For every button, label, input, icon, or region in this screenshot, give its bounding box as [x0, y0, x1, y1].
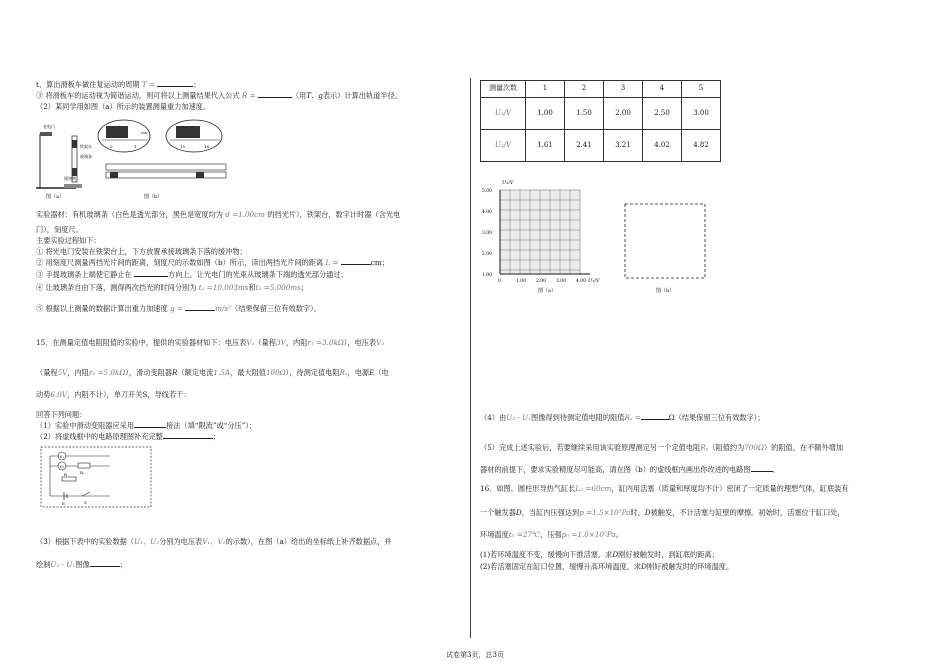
math: t₀ =27℃ [508, 530, 541, 539]
answer-blank[interactable] [134, 427, 166, 428]
table-header-cell: 3 [604, 81, 643, 98]
table-cell: 2.50 [643, 98, 682, 130]
switch [82, 492, 90, 496]
text: ，最大阻值 [230, 368, 266, 377]
text: (1)若环境温度不变，缓慢向下推活塞，求 [480, 550, 613, 559]
page-footer: 试卷第3页，总3页 [446, 651, 504, 659]
text: 回答下列问题： [36, 410, 87, 419]
figb-label: 1 [134, 144, 137, 149]
graph-caption-b: 图（b） [656, 288, 675, 294]
text: ； [212, 432, 220, 441]
circuit-label: E [62, 501, 65, 506]
text: （额定电流 [177, 368, 214, 377]
text: ，当缸内压强达到 [521, 508, 580, 517]
math: 5V [57, 368, 68, 377]
circuit-label: V₂ [59, 464, 64, 469]
ruler [106, 164, 226, 170]
answer-blank[interactable] [90, 566, 120, 567]
graph-figure [480, 174, 730, 310]
math: U₂ - U₁ [506, 413, 532, 422]
x-tick: 1.00 [516, 279, 527, 284]
table-header-cell: 4 [643, 81, 682, 98]
vars: T、g [306, 91, 323, 100]
answer-blank[interactable] [157, 86, 193, 87]
unit: m/s² [215, 304, 231, 313]
math: Rₓ = [624, 413, 641, 422]
equipment-line [36, 210, 400, 220]
text: ，导线若干： [147, 390, 191, 399]
q16-line-1 [480, 484, 849, 494]
q16-part-2 [480, 562, 733, 572]
text: （结果保留三位有效数字）。 [231, 304, 321, 313]
answer-blank[interactable] [134, 276, 168, 277]
circuit-label: S [84, 500, 87, 505]
text: ； [119, 560, 127, 569]
circuit-label: V₁ [59, 454, 64, 459]
var: R [172, 368, 178, 377]
q15-answer-title [36, 410, 86, 420]
text: 分别为电压表 [159, 537, 203, 546]
text: （2）某同学用如图（a）所示的装置测量重力加速度。 [36, 102, 211, 111]
y-axis-label: U₂/V [502, 180, 514, 186]
shade-h2 [196, 172, 204, 178]
var: S [142, 390, 148, 399]
shade-1 [72, 140, 77, 148]
data-table [480, 80, 721, 162]
math: 700Ω [744, 443, 764, 452]
figa-label: 铁架台 [80, 144, 92, 149]
q15-part-5 [480, 443, 843, 453]
table-header: 测量次数 [481, 81, 526, 98]
text: 15．在测量定值电阻阻值的实验中，提供的实验器材如下：电压表 [36, 338, 247, 347]
table-cell: 2.41 [565, 130, 604, 162]
math: U₂ - U₁ [50, 560, 76, 569]
table-cell: 1.50 [565, 98, 604, 130]
text: （4）由 [480, 413, 507, 422]
math: T = [141, 80, 155, 89]
answer-box-b[interactable] [625, 204, 705, 278]
shade-zoom-1 [106, 126, 128, 138]
text: ； [193, 80, 201, 89]
figb-label: 15 [180, 144, 186, 149]
buffer [64, 184, 82, 188]
text: 绘制 [36, 560, 51, 569]
y-tick: 5.00 [482, 189, 493, 194]
text: ，内阻 [285, 338, 308, 347]
shade-zoom-2 [176, 126, 200, 138]
text: 方向上，让光电门的光束从玻璃条下端的透光部分通过； [168, 270, 348, 279]
math: R = [241, 91, 256, 100]
figb-label: cm [141, 130, 148, 135]
row-label-u2: U₂/V [481, 130, 526, 162]
apparatus-figure [36, 114, 236, 200]
math: p₀ =1.0×10⁵Pa [561, 530, 616, 539]
text: 主要实验过程如下： [36, 236, 101, 245]
q15-part-1 [36, 421, 256, 431]
text: 和 [248, 283, 256, 292]
text: （电 [374, 368, 389, 377]
q15-part-5b [480, 465, 780, 475]
x-tick: 4.00 [576, 279, 587, 284]
y-tick: 2.00 [482, 252, 493, 257]
x-tick: 2.00 [536, 279, 547, 284]
equipment-line-2 [36, 225, 83, 235]
text: 刚好被触发时的环境温度。 [646, 562, 734, 571]
math: V₁、V₂ [202, 537, 226, 546]
figb-label: 16 [204, 144, 210, 149]
text: 接法（填“限流”或“分压”）； [166, 421, 257, 430]
text: ③ 手提玻璃条上端使它静止在 [36, 270, 132, 279]
text: 一个触发器 [480, 508, 516, 517]
table-cell: 4.82 [682, 130, 721, 162]
text: 门），刻度尺。 [36, 225, 83, 234]
fig-caption-a: 图（a） [46, 194, 64, 200]
math: d =1.00cm [225, 210, 265, 219]
text: ② 用刻度尺测量两挡光片间的距离，刻度尺的示数如图（b）所示，读出两挡光片间的距离 [36, 258, 324, 267]
answer-blank[interactable] [641, 419, 669, 420]
text: ① 将光电门安装在铁架台上，下方放置承接玻璃条下落的缓冲物； [36, 247, 247, 256]
text: 图像 [75, 560, 90, 569]
circuit-diagram [40, 446, 152, 508]
answer-blank[interactable] [163, 438, 213, 439]
resistor-rx [78, 463, 90, 468]
text: ，电源 [347, 368, 370, 377]
q16-line-2 [480, 508, 845, 518]
text: （5）完成上述实验后，若要继续采用该实验原理测定另一个定值电阻 [480, 443, 701, 452]
x-axis-label: U₁/V [588, 278, 600, 284]
figa-label: 玻璃条 [80, 154, 92, 159]
math: Rᵧ [700, 443, 709, 452]
text: （3）根据下表中的实验数据（ [36, 537, 135, 546]
graph-grid [500, 190, 580, 274]
text: 实验器材：有机玻璃条（白色是透光部分，黑色是宽度均为 [36, 210, 223, 219]
text: 器材的前提下，要求实验精度尽可能高，请在图（b）的虚线框内画出你改进的电路图 [480, 465, 751, 474]
q15-line-3 [36, 390, 191, 400]
math: r₁ =3.0kΩ [307, 338, 344, 347]
x-tick: 3.00 [556, 279, 567, 284]
answer-blank[interactable] [751, 471, 773, 472]
text: 表示）计算出轨道半径。 [322, 91, 402, 100]
text: cm； [370, 258, 389, 267]
step-3 [36, 270, 348, 280]
table-cell: 2.00 [604, 98, 643, 130]
math: g = [169, 304, 183, 313]
step-5 [36, 304, 321, 314]
math: 1.5A [213, 368, 231, 377]
text: ），待测定值电阻 [285, 368, 340, 377]
table-cell: 1.00 [526, 98, 565, 130]
text: ），电压表 [343, 338, 377, 347]
graph-caption-a: 图（a） [538, 288, 556, 294]
text: 的示数），在图（a）给出的坐标纸上补齐数据点，并 [225, 537, 392, 546]
text: （量程 [36, 368, 58, 377]
text: 动势 [36, 390, 51, 399]
text: 图像得到待测定值电阻的阻值 [531, 413, 625, 422]
text: ； [300, 283, 309, 292]
text: （结果保留三位有效数字）； [674, 413, 765, 422]
text: ），滑动变阻器 [125, 368, 173, 377]
math: t₂ =5.000ms [255, 283, 301, 292]
table-header-cell: 5 [682, 81, 721, 98]
q15-part-4 [480, 413, 765, 423]
q15-part-3b [36, 560, 127, 570]
period-line [36, 80, 200, 90]
y-tick: 3.00 [482, 231, 493, 236]
step-2 [36, 258, 389, 268]
math: 3V [276, 338, 286, 347]
var: D [644, 508, 651, 517]
procedure-title [36, 236, 101, 246]
var: D [612, 550, 619, 559]
math: L₀ =60cm [575, 484, 612, 493]
table-header-cell: 1 [526, 81, 565, 98]
text: ，内阻不计），单刀开关 [67, 390, 143, 399]
table-cell: 4.02 [643, 130, 682, 162]
y-tick: 4.00 [482, 210, 493, 215]
column-divider [470, 78, 471, 638]
y-tick: 1.00 [482, 273, 493, 278]
q16-part-1 [480, 550, 719, 560]
part2-line [36, 102, 210, 112]
math: r₂ =5.0kΩ [88, 368, 126, 377]
row-label-u1: U₁/V [481, 98, 526, 130]
text: ）的阻值，在不额外增加 [763, 443, 844, 452]
math: 100Ω [265, 368, 286, 377]
text: ④ 让玻璃条自由下落，测得两次挡光的时间分别为 [36, 283, 197, 292]
math: V₁ [246, 338, 255, 347]
step-4 [36, 283, 308, 293]
math: V₂ [376, 338, 385, 347]
photogate [40, 132, 52, 136]
text: ，压强 [540, 530, 562, 539]
circuit-label: R [64, 472, 68, 477]
figa-label: 光电门 [43, 124, 55, 129]
text: 被触发，不计活塞与缸壁的摩擦。初始时，活塞位于缸口处， [650, 508, 845, 517]
text: ，缸内用活塞（质量和厚度均不计）密闭了一定质量的理想气体，缸底装有 [611, 484, 849, 493]
text: 环境温度 [480, 530, 509, 539]
var: D [641, 562, 647, 571]
fig-caption-b: 图（b） [144, 194, 163, 200]
text: 时， [630, 508, 645, 517]
math: t₁ =10.003ms [198, 283, 249, 292]
q15-line-1 [36, 338, 384, 348]
math: p =1.5×10⁵Pa [579, 508, 631, 517]
text: (2)若活塞固定在缸口位置，缓慢升高环境温度，求 [480, 562, 642, 571]
var: D [515, 508, 522, 517]
text: ③ 将滑板车的运动视为简谐运动，则可将以上测量结果代入公式 [36, 91, 240, 100]
math: 6.0V [50, 390, 68, 399]
unit: Ω [668, 413, 675, 422]
q15-part-2 [36, 432, 220, 442]
table-cell: 1.61 [526, 130, 565, 162]
math: Rₓ [339, 368, 348, 377]
text: t、算出滑板车做往复运动的周期 [36, 80, 140, 89]
text: （用 [291, 91, 307, 100]
text: ，内阻 [67, 368, 89, 377]
table-cell: 3.00 [682, 98, 721, 130]
math: U₁、U₂ [134, 537, 160, 546]
table-header-cell: 2 [565, 81, 604, 98]
text: 16．如图，圆柱形导热气缸长 [480, 484, 576, 493]
table-cell: 3.21 [604, 130, 643, 162]
text: ⑤ 根据以上测量的数据计算出重力加速度 [36, 304, 168, 313]
circuit-label: Rₓ [80, 470, 85, 475]
text: （2）将虚线框中的电路原理图补充完整 [36, 432, 163, 441]
answer-blank[interactable] [341, 264, 371, 265]
radius-line [36, 91, 402, 101]
text: 刚好被触发时，到缸底的距离； [618, 550, 719, 559]
q15-part-3 [36, 537, 392, 547]
text: 的挡光片），铁架台，数字计时器（含光电 [267, 210, 401, 219]
answer-blank[interactable] [258, 97, 292, 98]
rheostat [62, 477, 76, 481]
shade-h1 [110, 172, 118, 178]
figb-label: 0 [110, 144, 113, 149]
figa-label: 缓冲物 [64, 176, 76, 181]
step-1 [36, 247, 247, 257]
q15-line-2 [36, 368, 389, 378]
text: （量程 [254, 338, 277, 347]
text: 。 [772, 465, 780, 474]
glass-strip-horizontal [106, 172, 226, 178]
text: （1）实验中滑动变阻器应采用 [36, 421, 135, 430]
answer-blank[interactable] [185, 310, 215, 311]
var: E [369, 368, 375, 377]
shade-2 [72, 168, 77, 176]
math: L = [325, 258, 339, 267]
q16-line-3 [480, 530, 623, 540]
x-tick: 0 [498, 279, 501, 284]
text: 。 [615, 530, 623, 539]
text: （阻值约为 [708, 443, 745, 452]
